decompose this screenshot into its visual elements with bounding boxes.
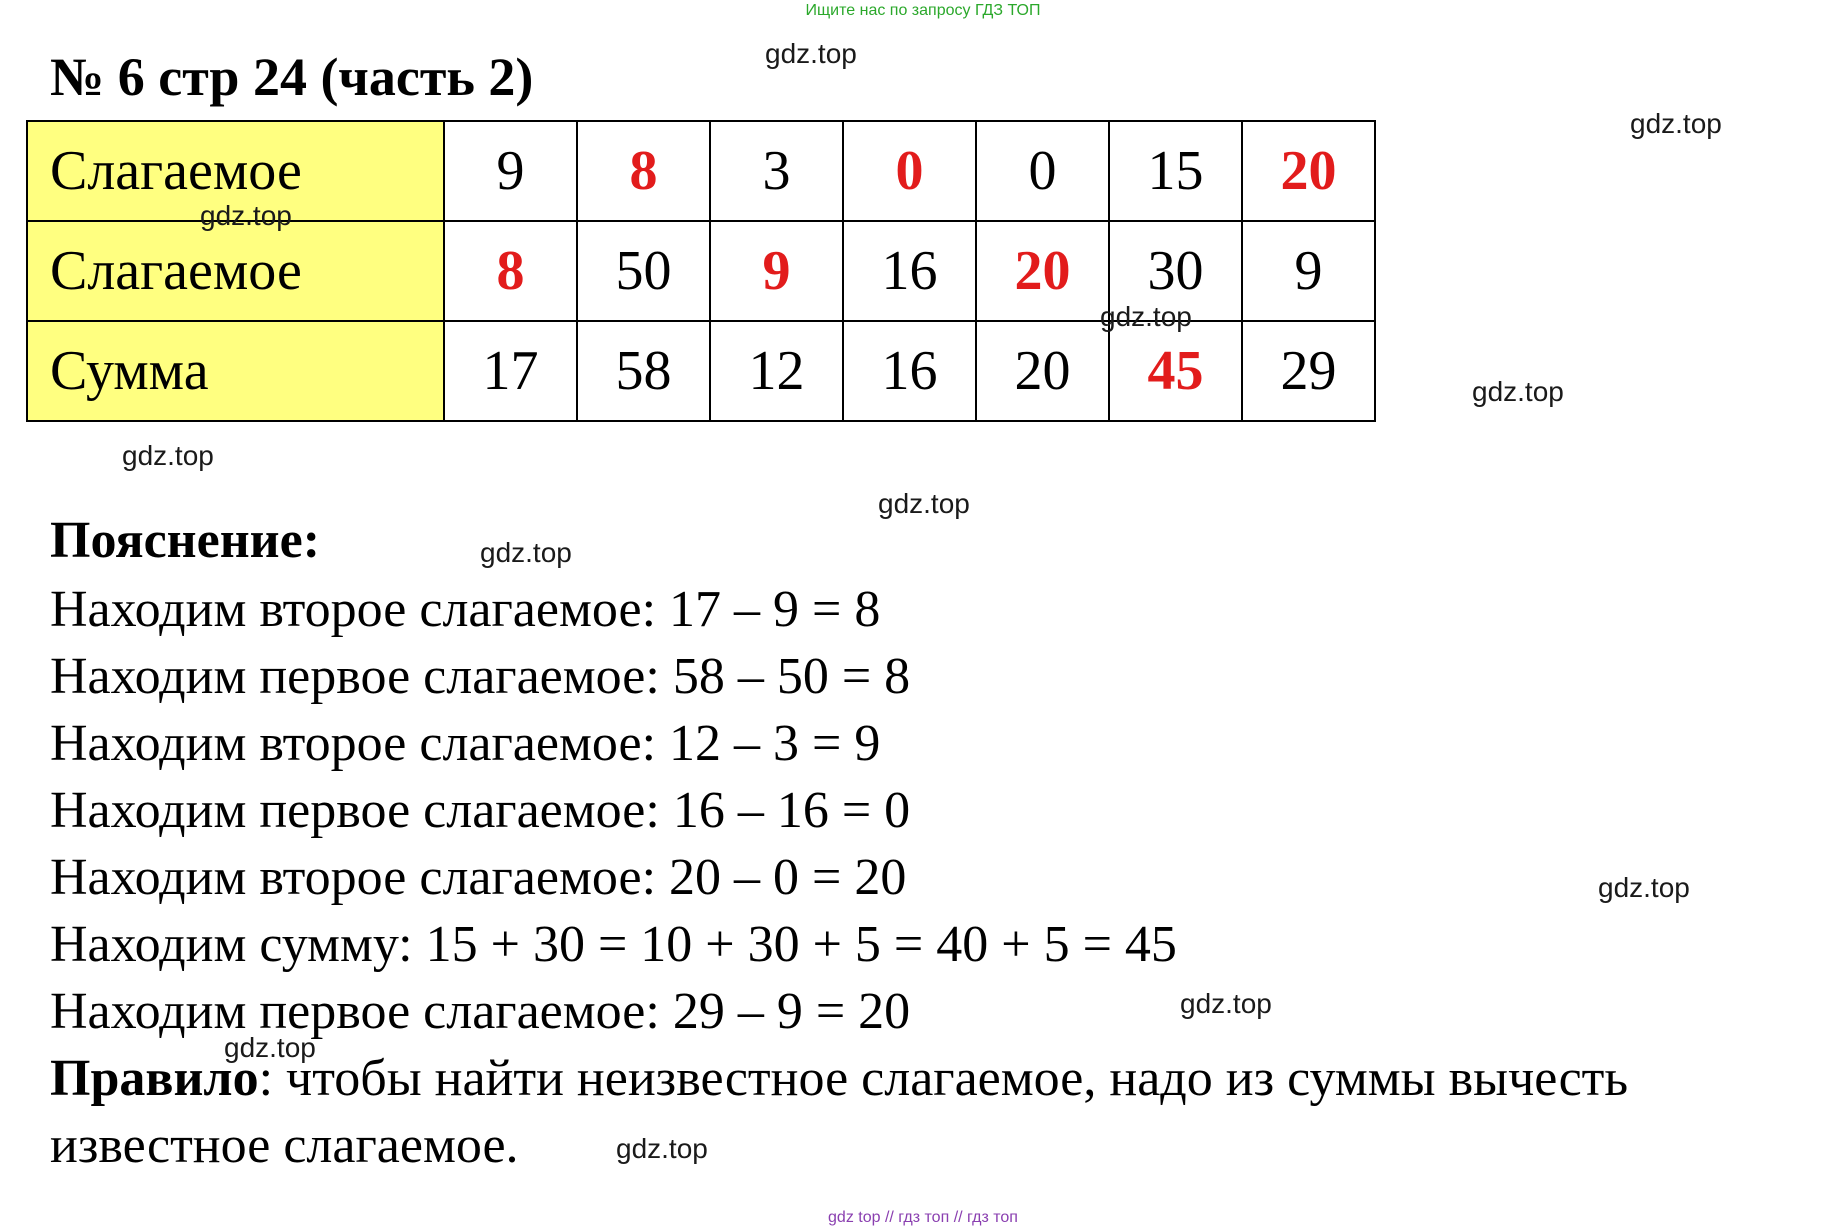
table-cell: 58	[577, 321, 710, 421]
table-cell: 15	[1109, 121, 1242, 221]
watermark: gdz.top	[1630, 108, 1722, 139]
table-cell: 30	[1109, 221, 1242, 321]
watermark: gdz.top	[122, 440, 214, 471]
watermark: gdz.top	[1180, 988, 1272, 1019]
watermark: gdz.top	[1100, 301, 1192, 332]
bottom-banner: gdz top // гдз топ // гдз топ	[828, 1209, 1018, 1226]
table-cell: 20	[976, 321, 1109, 421]
rule-line	[50, 1045, 1840, 1112]
top-banner: Ищите нас по запросу ГДЗ ТОП	[805, 2, 1041, 19]
table-cell: 3	[710, 121, 843, 221]
watermark: gdz.top	[480, 537, 572, 568]
table-cell: 45	[1109, 321, 1242, 421]
watermark: gdz.top	[1598, 872, 1690, 903]
table-cell: 0	[976, 121, 1109, 221]
watermark: gdz.top	[765, 38, 857, 69]
explanation-line: Находим сумму: 15 + 30 = 10 + 30 + 5 = 40 + 5 = 45	[50, 916, 1177, 973]
table-cell: 16	[843, 221, 976, 321]
table-cell: 16	[843, 321, 976, 421]
explanation-section	[50, 506, 1840, 1179]
addition-table	[26, 120, 1376, 422]
row-label: Слагаемое	[27, 221, 444, 321]
explanation-line: Находим первое слагаемое: 58 – 50 = 8	[50, 648, 911, 705]
watermark: gdz.top	[1472, 376, 1564, 407]
table-cell: 9	[444, 121, 577, 221]
explanation-line: Находим второе слагаемое: 17 – 9 = 8	[50, 581, 881, 638]
explanation-line: Находим второе слагаемое: 12 – 3 = 9	[50, 715, 881, 772]
row-label: Сумма	[27, 321, 444, 421]
table-cell: 20	[976, 221, 1109, 321]
page-title: № 6 стр 24 (часть 2)	[50, 47, 534, 107]
row-label: Слагаемое	[27, 121, 444, 221]
explanation-line: Находим первое слагаемое: 29 – 9 = 20	[50, 983, 911, 1040]
rule-title: Правило	[50, 1050, 259, 1107]
table-cell: 17	[444, 321, 577, 421]
table-row	[27, 321, 1375, 421]
table-cell: 9	[710, 221, 843, 321]
table-cell: 20	[1242, 121, 1375, 221]
explanation-line: Находим второе слагаемое: 20 – 0 = 20	[50, 849, 907, 906]
explanation-line: Находим первое слагаемое: 16 – 16 = 0	[50, 782, 911, 839]
table-cell: 50	[577, 221, 710, 321]
table-cell: 29	[1242, 321, 1375, 421]
watermark: gdz.top	[878, 488, 970, 519]
explanation-heading: Пояснение:	[50, 512, 321, 569]
watermark: gdz.top	[224, 1032, 316, 1063]
rule-text: : чтобы найти неизвестное слагаемое, надо из суммы вычесть	[258, 1050, 1629, 1107]
watermark: gdz.top	[616, 1133, 708, 1164]
table-cell: 9	[1242, 221, 1375, 321]
table-cell: 8	[577, 121, 710, 221]
rule-line-2: известное слагаемое.	[50, 1117, 519, 1174]
table-cell: 8	[444, 221, 577, 321]
table-cell: 0	[843, 121, 976, 221]
table-cell: 12	[710, 321, 843, 421]
watermark: gdz.top	[200, 200, 292, 231]
